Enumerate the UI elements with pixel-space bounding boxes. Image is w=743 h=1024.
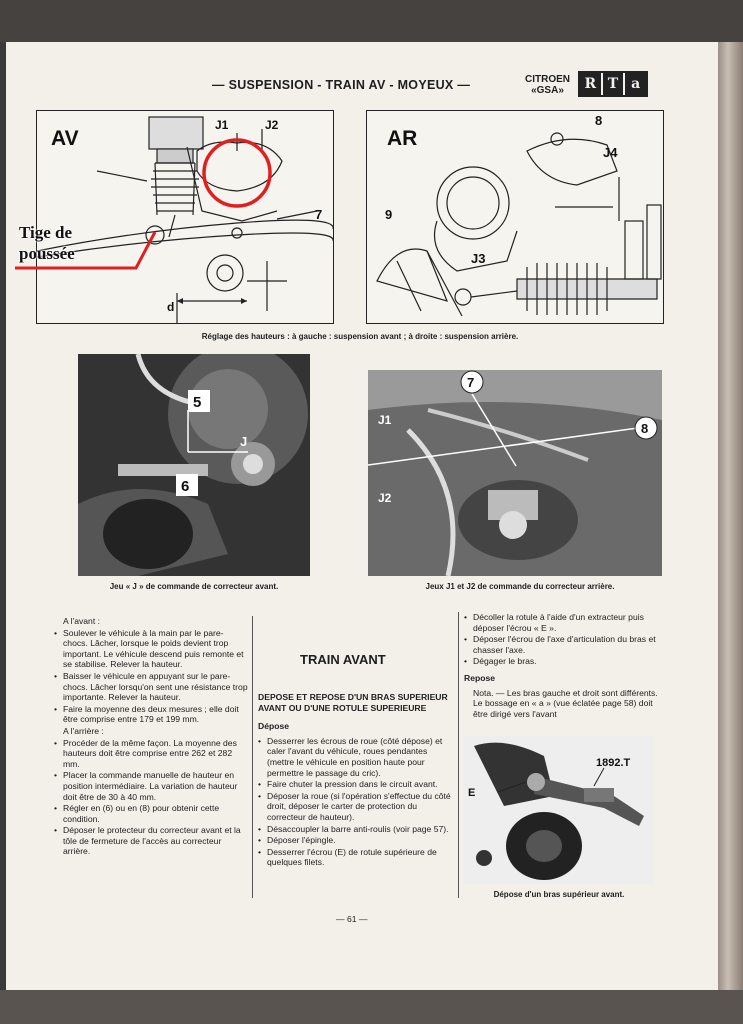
photo-label-ref: 1892.T — [596, 757, 631, 769]
photo-bottom-drawing — [464, 736, 654, 884]
brand-label — [525, 74, 570, 96]
depose-heading: Dépose — [258, 721, 290, 732]
bullet-item: • Déposer l'écrou de l'axe d'articulation du bras et chasser l'axe. — [464, 634, 658, 655]
bullet-item: • Faire chuter la pression dans le circuit avant. — [258, 779, 454, 790]
diagram-av — [36, 110, 334, 324]
ar-label: AR — [387, 127, 418, 150]
caption-diagrams: Réglage des hauteurs : à gauche : suspension avant ; à droite : suspension arrière. — [201, 332, 519, 341]
bullet-item: • Dégager le bras. — [464, 656, 658, 667]
photo-label-eight: 8 — [641, 421, 649, 436]
brand-line-2: «GSA» — [531, 85, 564, 96]
photo-rear-corrector — [368, 370, 662, 576]
ar-eight-label: 8 — [595, 113, 603, 128]
bullet-item: • Soulever le véhicule à la main par le pare-chocs. Lâcher, lorsque le poids devient trop important. Le véhicule descend puis remonte et se stabilise. Relever la hauteur. — [54, 628, 248, 670]
photo-label-e: E — [468, 787, 476, 799]
diagram-ar — [366, 110, 664, 324]
photo-front-drawing — [78, 354, 310, 576]
photo-rear-drawing — [368, 370, 662, 576]
photo-label-j: J — [240, 434, 248, 449]
logo-letter: T — [603, 73, 626, 95]
bullet-item: • Déposer l'épingle. — [258, 835, 454, 846]
page-header-title: — SUSPENSION - TRAIN AV - MOYEUX — — [212, 78, 471, 92]
caption-photo-bottom: Dépose d'un bras supérieur avant. — [493, 890, 625, 899]
bullet-item: • Décoller la rotule à l'aide d'un extracteur puis déposer l'écrou « E ». — [464, 612, 658, 633]
section-subtitle: DEPOSE ET REPOSE D'UN BRAS SUPERIEUR AVANT OU D'UNE ROTULE SUPERIEURE — [258, 692, 448, 713]
bullet-item: • Déposer le protecteur du correcteur avant et la tôle de fermeture de l'accès au correcteur arrière. — [54, 825, 248, 857]
photo-label-j2: J2 — [378, 491, 392, 505]
bullet-item: • Desserrer les écrous de roue (côté dépose) et caler l'avant du véhicule, roues pendantes (mettre le véhicule en position haute pour permettre le passage du cric). — [258, 736, 454, 778]
caption-photo-right: Jeux J1 et J2 de commande du correcteur arrière. — [425, 582, 615, 591]
annotation-text — [19, 222, 75, 264]
bullet-item: • Baisser le véhicule en appuyant sur le pare-chocs. Lâcher lorsqu'on sent une résistance trop importante. Relever la hauteur. — [54, 671, 248, 703]
av-d-label: d — [167, 300, 175, 314]
page-edge — [718, 42, 743, 992]
annotation-line-1: Tige de — [19, 223, 73, 242]
photo-label-seven: 7 — [467, 375, 475, 390]
ar-nine-label: 9 — [385, 207, 393, 222]
bullet-item: • Déposer la roue (si l'opération s'effectue du côté droit, déposer le carter de protection du correcteur de hauteur). — [258, 791, 454, 823]
column-divider — [458, 612, 459, 898]
annotation-line-2: poussée — [19, 244, 75, 263]
photo-label-j1: J1 — [378, 413, 392, 427]
bullet-item: • Desserrer l'écrou (E) de rotule supérieure de quelques filets. — [258, 847, 454, 868]
nota-paragraph: Nota. — Les bras gauche et droit sont différents. Le bossage en « a » (vue éclatée page 58) doit être dirigé vers l'avant — [473, 687, 658, 719]
text-column-left — [54, 616, 248, 858]
av-label: AV — [51, 127, 79, 150]
av-j1-label: J1 — [215, 118, 229, 132]
ar-j3-label: J3 — [471, 251, 486, 266]
bullet-item: • Désaccoupler la barre anti-roulis (voir page 57). — [258, 824, 454, 835]
paragraph: A l'avant : — [63, 616, 100, 626]
ar-j4-label: J4 — [603, 145, 618, 160]
photo-label-six: 6 — [181, 478, 190, 495]
page-number: — 61 — — [336, 914, 368, 924]
bullet-item: • Placer la commande manuelle de hauteur en position intermédiaire. La variation de hauteur doit être de 30 à 40 mm. — [54, 770, 248, 802]
bullet-item: • Faire la moyenne des deux mesures ; elle doit être comprise entre 179 et 199 mm. — [54, 704, 248, 725]
paragraph: A l'arrière : — [63, 725, 104, 736]
diagram-ar-drawing — [367, 111, 663, 323]
logo-letter: R — [580, 73, 603, 95]
repose-heading: Repose — [464, 672, 496, 683]
av-seven-label: 7 — [315, 207, 323, 222]
logo-letter: a — [625, 73, 646, 95]
scan-background-bottom — [0, 990, 743, 1024]
bullet-item: • Régler en (6) ou en (8) pour obtenir cette condition. — [54, 803, 248, 824]
column-divider — [252, 616, 253, 898]
bullet-item: • Procéder de la même façon. La moyenne des hauteurs doit être comprise entre 262 et 282 mm. — [54, 738, 248, 770]
section-title: TRAIN AVANT — [300, 652, 386, 667]
scan-background-top — [0, 0, 743, 42]
text-column-right — [464, 612, 658, 720]
photo-front-corrector — [78, 354, 310, 576]
photo-label-five: 5 — [193, 394, 202, 411]
brand-line-1: CITROEN — [525, 74, 570, 85]
text-column-middle — [258, 692, 454, 869]
rta-logo — [578, 71, 648, 97]
av-j2-label: J2 — [265, 118, 279, 132]
caption-photo-left: Jeu « J » de commande de correcteur avant. — [109, 582, 279, 591]
diagram-av-drawing — [37, 111, 333, 323]
photo-upper-arm-removal — [464, 736, 654, 884]
